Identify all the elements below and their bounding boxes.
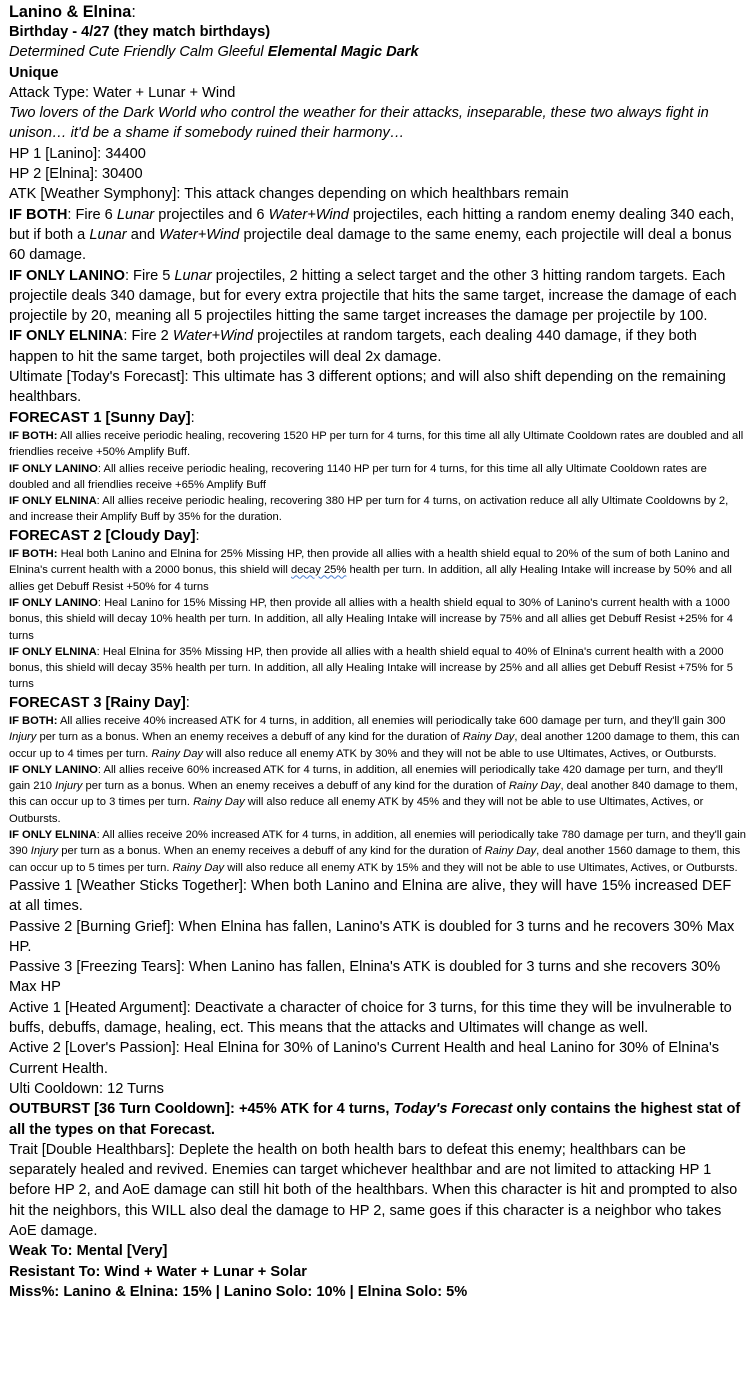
forecast-2-lanino-label: IF ONLY LANINO [9,596,98,609]
forecast-3-elnina-italic: Rainy Day [484,845,537,858]
forecast-3-lanino-text: per turn as a bonus. When an enemy receives a debuff of any kind for the duration of [82,780,509,793]
forecast-3-lanino-text: : All allies receive 60% increased ATK for 4 turns, in addition, all enemies will periodically take 420 damage per turn, and they'll gain 210 [9,763,723,793]
forecast-2-lanino-text: : Heal Lanino for 15% Missing HP, then provide all allies with a health shield equal to 30% of Lanino's current health with a 1000 bonus, this shield will decay 10% health per turn. In addition, all ally Healing Intake will increase by 75% and all allies get Debuff Resist +25% for 4 turns [9,596,733,642]
atk-elnina-text: : Fire 2 [123,328,173,345]
outburst [9,1099,746,1140]
atk-if-both [9,205,746,266]
forecast-1-both-text: All allies receive periodic healing, recovering 1520 HP per turn for 4 turns, for this time all ally Ultimate Cooldown rates are doubled and all friendlies receive +50% Amplify Buff. [9,429,744,459]
forecast-3-both-text: All allies receive 40% increased ATK for 4 turns, in addition, all enemies will periodically take 600 damage per turn, and they'll gain 300 [57,714,726,727]
forecast-3-lanino-label: IF ONLY LANINO [9,763,98,776]
resistant-to: Resistant To: Wind + Water + Lunar + Solar [9,1263,307,1280]
forecast-3-heading [9,693,746,713]
weak-to: Weak To: Mental [Very] [9,1243,168,1260]
atk-lanino-label: IF ONLY LANINO [9,267,125,284]
forecast-2-if-only-elnina [9,644,746,693]
atk-both-text: projectiles and 6 [154,206,269,223]
traits-plain: Determined Cute Friendly Calm Gleeful [9,44,268,61]
atk-lanino-text: projectiles, 2 hitting a select target and the other 3 hitting random targets. Each projectile deals 340 damage, but for every extra projectile that hits the same target, increase the damage of each projectile by 20, meaning all 5 projectiles hitting the same target increases the damage per projectile by 100. [9,267,737,325]
traits-line [9,42,746,62]
atk-lanino-text: : Fire 5 [124,267,175,284]
forecast-3-elnina-text: per turn as a bonus. When an enemy receives a debuff of any kind for the duration of [58,845,485,858]
forecast-3-both-italic: Rainy Day [462,731,515,744]
forecast-3-both-text: per turn as a bonus. When an enemy receives a debuff of any kind for the duration of [36,731,463,744]
rarity-line: Unique [9,64,59,81]
forecast-3-if-only-lanino [9,762,746,827]
forecast-3-lanino-italic: Rainy Day [508,780,561,793]
forecast-3-colon: : [185,694,190,711]
forecast-3-lanino-italic: Rainy Day [193,796,245,809]
passive-2: Passive 2 [Burning Grief]: When Elnina has fallen, Lanino's ATK is doubled for 3 turns and he recovers 30% Max HP. [9,918,735,955]
forecast-3-elnina-text: : All allies receive 20% increased ATK for 4 turns, in addition, all enemies will periodically take 780 damage per turn, and they'll gain 390 [9,829,746,858]
forecast-1-if-only-elnina [9,493,746,526]
forecast-3-lanino-text: , deal another 840 damage to them, this can occur up to 3 times per turn. [9,780,738,809]
forecast-3-if-only-elnina [9,827,746,876]
atk-both-text: : Fire 6 [67,206,117,223]
outburst-italic: Today's Forecast [393,1101,513,1118]
atk-both-text: projectile deal damage to the same enemy, each projectile will deal a bonus 60 damage. [9,226,732,264]
passive-1: Passive 1 [Weather Sticks Together]: When both Lanino and Elnina are alive, they will have 15% increased DEF at all times. [9,877,732,915]
atk-if-only-lanino [9,266,746,327]
forecast-3-if-both [9,713,746,762]
title-colon: : [131,3,136,21]
traits-bold: Elemental Magic Dark [267,44,419,61]
outburst-text: OUTBURST [36 Turn Cooldown]: +45% ATK for 4 turns, [9,1101,394,1118]
ulti-cooldown: Ulti Cooldown: 12 Turns [9,1080,164,1097]
atk-heading: ATK [Weather Symphony]: This attack changes depending on which healthbars remain [9,186,569,203]
miss-chance: Miss%: Lanino & Elnina: 15% | Lanino Solo: 10% | Elnina Solo: 5% [9,1283,468,1300]
forecast-3-elnina-italic: Rainy Day [172,861,225,874]
forecast-3-elnina-text: , deal another 1560 damage to them, this can occur up to 5 times per turn. [9,845,741,874]
atk-elnina-text: projectiles at random targets, each dealing 440 damage, if they both happen to hit the same target, both projectiles will deal 2x damage. [9,328,697,365]
forecast-3-both-italic: Injury [9,731,37,744]
forecast-2-title: FORECAST 2 [Cloudy Day] [9,527,196,544]
forecast-1-elnina-label: IF ONLY ELNINA [9,495,97,508]
forecast-1-title: FORECAST 1 [Sunny Day] [9,409,191,426]
forecast-1-if-both [9,428,746,461]
forecast-2-both-text: health per turn. In addition, all ally Healing Intake will increase by 50% and all allies get Debuff Resist +50% for 4 turns [9,564,732,593]
forecast-3-both-text: will also reduce all enemy ATK by 30% and they will not be able to use Ultimates, Actives, or Outbursts. [203,747,717,760]
forecast-1-lanino-text: : All allies receive periodic healing, recovering 1140 HP per turn for 4 turns, for this time all ally Ultimate Cooldown rates are doubled and all friendlies receive +65% Amplify Buff [9,462,707,491]
title-name: Lanino & Elnina [9,3,132,21]
character-title [9,2,746,22]
outburst-text: only contains the highest stat of all the types on that Forecast. [9,1101,741,1138]
hp2-line: HP 2 [Elnina]: 30400 [9,166,143,183]
forecast-2-heading [9,526,746,546]
atk-both-text: and [126,226,160,243]
birthday-line: Birthday - 4/27 (they match birthdays) [9,24,271,40]
forecast-3-both-text: , deal another 1200 damage to them, this can occur up to 4 times per turn. [9,731,740,760]
ultimate-heading: Ultimate [Today's Forecast]: This ultimate has 3 different options; and will also shift depending on the remaining healthbars. [9,369,726,406]
forecast-1-if-only-lanino [9,461,746,494]
active-2: Active 2 [Lover's Passion]: Heal Elnina for 30% of Lanino's Current Health and heal Lanino for 30% of Elnina's Current Health. [9,1040,720,1077]
forecast-1-heading [9,408,746,428]
active-1: Active 1 [Heated Argument]: Deactivate a character of choice for 3 turns, for this time they will be invulnerable to buffs, debuffs, damage, healing, ect. This means that the attacks and Ultimates will change as well. [9,999,732,1037]
atk-elnina-element: Water+Wind [172,328,254,345]
forecast-2-colon: : [195,527,200,544]
hp1-line: HP 1 [Lanino]: 34400 [9,145,146,162]
atk-both-label: IF BOTH [9,206,68,223]
forecast-2-both-text: Heal both Lanino and Elnina for 25% Missing HP, then provide all allies with a health shield equal to 20% of the sum of both Lanino and Elnina's current health with a 2000 bonus, this shield will [9,548,730,577]
atk-both-element: Water+Wind [159,226,240,243]
forecast-3-elnina-label: IF ONLY ELNINA [9,829,97,842]
atk-if-only-elnina [9,326,746,367]
forecast-1-colon: : [190,409,195,426]
forecast-2-if-only-lanino [9,595,746,644]
forecast-2-spellcheck-underline: decay 25% [290,564,347,577]
forecast-3-both-label: IF BOTH: [9,714,58,727]
attack-type-line: Attack Type: Water + Lunar + Wind [9,84,236,101]
atk-both-element: Lunar [89,226,127,243]
forecast-3-lanino-italic: Injury [55,780,83,793]
forecast-3-lanino-text: will also reduce all enemy ATK by 45% and they will not be able to use Ultimates, Actives, or Outbursts. [9,796,704,825]
forecast-3-title: FORECAST 3 [Rainy Day] [9,694,186,711]
forecast-1-both-label: IF BOTH: [9,429,58,442]
trait-double-healthbars: Trait [Double Healthbars]: Deplete the health on both health bars to defeat this enemy; healthbars can be separately healed and revived. Enemies can target whichever healthbar and are not limited to attacking HP 1 before HP 2, and AoE damage can still hit both of the healthbars. When this character is hit and prompted to also hit the neighbors, this WILL also deal the damage to HP 2, same goes if this character is a neighbor who takes AoE damage. [9,1141,738,1239]
forecast-3-both-italic: Rainy Day [151,747,204,760]
forecast-3-elnina-italic: Injury [30,845,59,858]
atk-both-element: Water+Wind [268,206,349,223]
atk-lanino-element: Lunar [174,267,212,284]
forecast-2-elnina-text: : Heal Elnina for 35% Missing HP, then provide all allies with a health shield equal to 40% of Elnina's current health with a 2000 bonus, this shield will decay 35% health per turn. In addition, all ally Healing Intake will increase by 25% and all allies get Debuff Resist +75% for 5 turns [9,645,733,691]
atk-elnina-label: IF ONLY ELNINA [9,328,124,345]
forecast-1-lanino-label: IF ONLY LANINO [9,462,98,475]
passive-3: Passive 3 [Freezing Tears]: When Lanino has fallen, Elnina's ATK is doubled for 3 turns and she recovers 30% Max HP [9,959,721,996]
forecast-2-elnina-label: IF ONLY ELNINA [9,645,97,658]
forecast-1-elnina-text: : All allies receive periodic healing, recovering 380 HP per turn for 4 turns, on activation reduce all ally Ultimate Cooldowns by 2, and increase their Amplify Buff by 35% for the duration. [9,495,729,524]
atk-both-text: projectiles, each hitting a random enemy dealing 340 each, but if both a [9,206,735,243]
forecast-2-if-both [9,546,746,595]
atk-both-element: Lunar [116,206,155,223]
character-description: Two lovers of the Dark World who control the weather for their attacks, inseparable, these two always fight in unison… it'd be a shame if somebody ruined their harmony… [9,105,709,142]
forecast-2-both-label: IF BOTH: [9,548,58,561]
forecast-3-elnina-text: will also reduce all enemy ATK by 15% and they will not be able to use Ultimates, Actives, or Outbursts. [224,861,738,874]
